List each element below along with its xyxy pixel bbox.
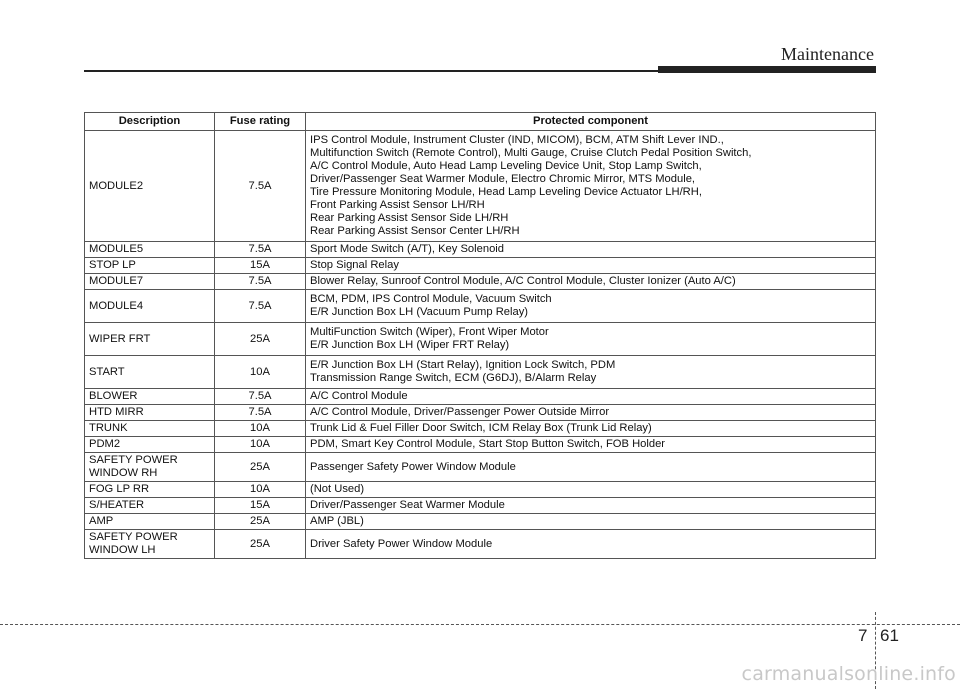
table-row — [85, 323, 876, 356]
cell-description — [85, 514, 215, 530]
cell-protected-component — [306, 274, 876, 290]
description-line: START — [89, 365, 125, 378]
protected-component-line: Passenger Safety Power Window Module — [310, 460, 516, 473]
description-line: AMP — [89, 515, 114, 527]
protected-component-line: Sport Mode Switch (A/T), Key Solenoid — [310, 243, 505, 255]
cell-fuse-rating: 7.5A — [215, 389, 306, 405]
description-line: WINDOW RH — [89, 467, 158, 479]
cell-fuse-rating: 10A — [215, 356, 306, 389]
protected-component-line: IPS Control Module, Instrument Cluster (IND, MICOM), BCM, ATM Shift Lever IND., — [310, 134, 724, 146]
cell-protected-component — [306, 437, 876, 453]
protected-component-line: AMP (JBL) — [310, 515, 364, 527]
protected-component-line: Multifunction Switch (Remote Control), Multi Gauge, Cruise Clutch Pedal Position Switch, — [310, 147, 752, 159]
protected-component-line: Driver Safety Power Window Module — [310, 537, 493, 550]
fuse-table — [84, 112, 876, 559]
cell-protected-component — [306, 356, 876, 389]
header-rule-accent — [658, 66, 876, 73]
cell-fuse-rating: 25A — [215, 323, 306, 356]
description-line: SAFETY POWER — [89, 531, 178, 543]
protected-component-line: PDM, Smart Key Control Module, Start Stop Button Switch, FOB Holder — [310, 438, 666, 450]
table-row — [85, 274, 876, 290]
cell-fuse-rating: 10A — [215, 482, 306, 498]
protected-component-line: Front Parking Assist Sensor LH/RH — [310, 199, 485, 211]
watermark: carmanualsonline.info — [741, 663, 956, 685]
description-line: WIPER FRT — [89, 332, 151, 345]
table-row — [85, 356, 876, 389]
protected-component-line: Rear Parking Assist Sensor Center LH/RH — [310, 225, 520, 237]
protected-component-line: BCM, PDM, IPS Control Module, Vacuum Switch — [310, 293, 552, 305]
column-header-description: Description — [85, 113, 215, 131]
cell-description — [85, 131, 215, 242]
cell-protected-component — [306, 323, 876, 356]
cell-description — [85, 482, 215, 498]
cell-fuse-rating: 10A — [215, 437, 306, 453]
protected-component-line: Stop Signal Relay — [310, 259, 399, 271]
description-line: FOG LP RR — [89, 483, 150, 495]
cell-fuse-rating: 25A — [215, 530, 306, 559]
cell-description — [85, 356, 215, 389]
cell-description — [85, 405, 215, 421]
cell-fuse-rating: 15A — [215, 498, 306, 514]
column-header-fuse-rating: Fuse rating — [215, 113, 306, 131]
protected-component-line: Driver/Passenger Seat Warmer Module, Electro Chromic Mirror, MTS Module, — [310, 173, 696, 185]
cell-fuse-rating: 7.5A — [215, 405, 306, 421]
table-row — [85, 498, 876, 514]
cell-protected-component — [306, 530, 876, 559]
page-section-title: Maintenance — [781, 44, 874, 64]
cell-fuse-rating: 7.5A — [215, 131, 306, 242]
cell-fuse-rating: 7.5A — [215, 290, 306, 323]
table-row — [85, 290, 876, 323]
header-rule — [84, 70, 660, 72]
table-body — [85, 131, 876, 559]
cell-protected-component — [306, 498, 876, 514]
protected-component-line: Trunk Lid & Fuel Filler Door Switch, ICM Relay Box (Trunk Lid Relay) — [310, 422, 652, 434]
cell-protected-component — [306, 290, 876, 323]
protected-component-line: A/C Control Module — [310, 390, 408, 402]
table-row — [85, 421, 876, 437]
description-line: MODULE7 — [89, 275, 144, 287]
cell-fuse-rating: 7.5A — [215, 242, 306, 258]
description-line: HTD MIRR — [89, 406, 144, 418]
cell-fuse-rating: 25A — [215, 453, 306, 482]
table-header-row — [85, 113, 876, 131]
cell-description — [85, 421, 215, 437]
cell-description — [85, 530, 215, 559]
cell-protected-component — [306, 421, 876, 437]
table-row — [85, 389, 876, 405]
table-row — [85, 453, 876, 482]
description-line: BLOWER — [89, 390, 138, 402]
cell-description — [85, 389, 215, 405]
cell-fuse-rating: 15A — [215, 258, 306, 274]
protected-component-line: E/R Junction Box LH (Start Relay), Ignition Lock Switch, PDM — [310, 359, 616, 371]
cell-description — [85, 323, 215, 356]
protected-component-line: E/R Junction Box LH (Wiper FRT Relay) — [310, 339, 510, 351]
table-row — [85, 131, 876, 242]
protected-component-line: MultiFunction Switch (Wiper), Front Wiper Motor — [310, 326, 549, 338]
cell-fuse-rating: 25A — [215, 514, 306, 530]
description-line: MODULE4 — [89, 299, 144, 312]
description-line: TRUNK — [89, 422, 128, 434]
description-line: SAFETY POWER — [89, 454, 178, 466]
description-line: MODULE5 — [89, 243, 144, 255]
cell-fuse-rating: 7.5A — [215, 274, 306, 290]
description-line: PDM2 — [89, 438, 121, 450]
cell-description — [85, 290, 215, 323]
description-line: S/HEATER — [89, 499, 145, 511]
table-row — [85, 514, 876, 530]
chapter-number: 7 — [858, 626, 868, 645]
footer-rule — [0, 624, 960, 625]
table-row — [85, 482, 876, 498]
table-row — [85, 242, 876, 258]
table-row — [85, 530, 876, 559]
column-header-protected-component: Protected component — [306, 113, 876, 131]
cell-protected-component — [306, 258, 876, 274]
cell-description — [85, 274, 215, 290]
protected-component-line: (Not Used) — [310, 483, 365, 495]
table-row — [85, 405, 876, 421]
protected-component-line: E/R Junction Box LH (Vacuum Pump Relay) — [310, 306, 529, 318]
cell-description — [85, 498, 215, 514]
protected-component-line: Blower Relay, Sunroof Control Module, A/C Control Module, Cluster Ionizer (Auto A/C) — [310, 275, 736, 287]
protected-component-line: A/C Control Module, Auto Head Lamp Leveling Device Unit, Stop Lamp Switch, — [310, 160, 702, 172]
cell-fuse-rating: 10A — [215, 421, 306, 437]
cell-protected-component — [306, 482, 876, 498]
description-line: STOP LP — [89, 259, 136, 271]
protected-component-line: Driver/Passenger Seat Warmer Module — [310, 499, 505, 511]
protected-component-line: Rear Parking Assist Sensor Side LH/RH — [310, 212, 509, 224]
cell-protected-component — [306, 514, 876, 530]
table-row — [85, 258, 876, 274]
cell-protected-component — [306, 389, 876, 405]
cell-description — [85, 437, 215, 453]
cell-protected-component — [306, 131, 876, 242]
cell-protected-component — [306, 405, 876, 421]
cell-description — [85, 242, 215, 258]
protected-component-line: Transmission Range Switch, ECM (G6DJ), B/Alarm Relay — [310, 372, 597, 384]
description-line: WINDOW LH — [89, 544, 156, 556]
protected-component-line: Tire Pressure Monitoring Module, Head Lamp Leveling Device Actuator LH/RH, — [310, 186, 702, 198]
cell-protected-component — [306, 453, 876, 482]
description-line: MODULE2 — [89, 179, 144, 192]
table-row — [85, 437, 876, 453]
page-number: 61 — [880, 626, 899, 645]
protected-component-line: A/C Control Module, Driver/Passenger Power Outside Mirror — [310, 406, 610, 418]
cell-description — [85, 453, 215, 482]
cell-protected-component — [306, 242, 876, 258]
cell-description — [85, 258, 215, 274]
